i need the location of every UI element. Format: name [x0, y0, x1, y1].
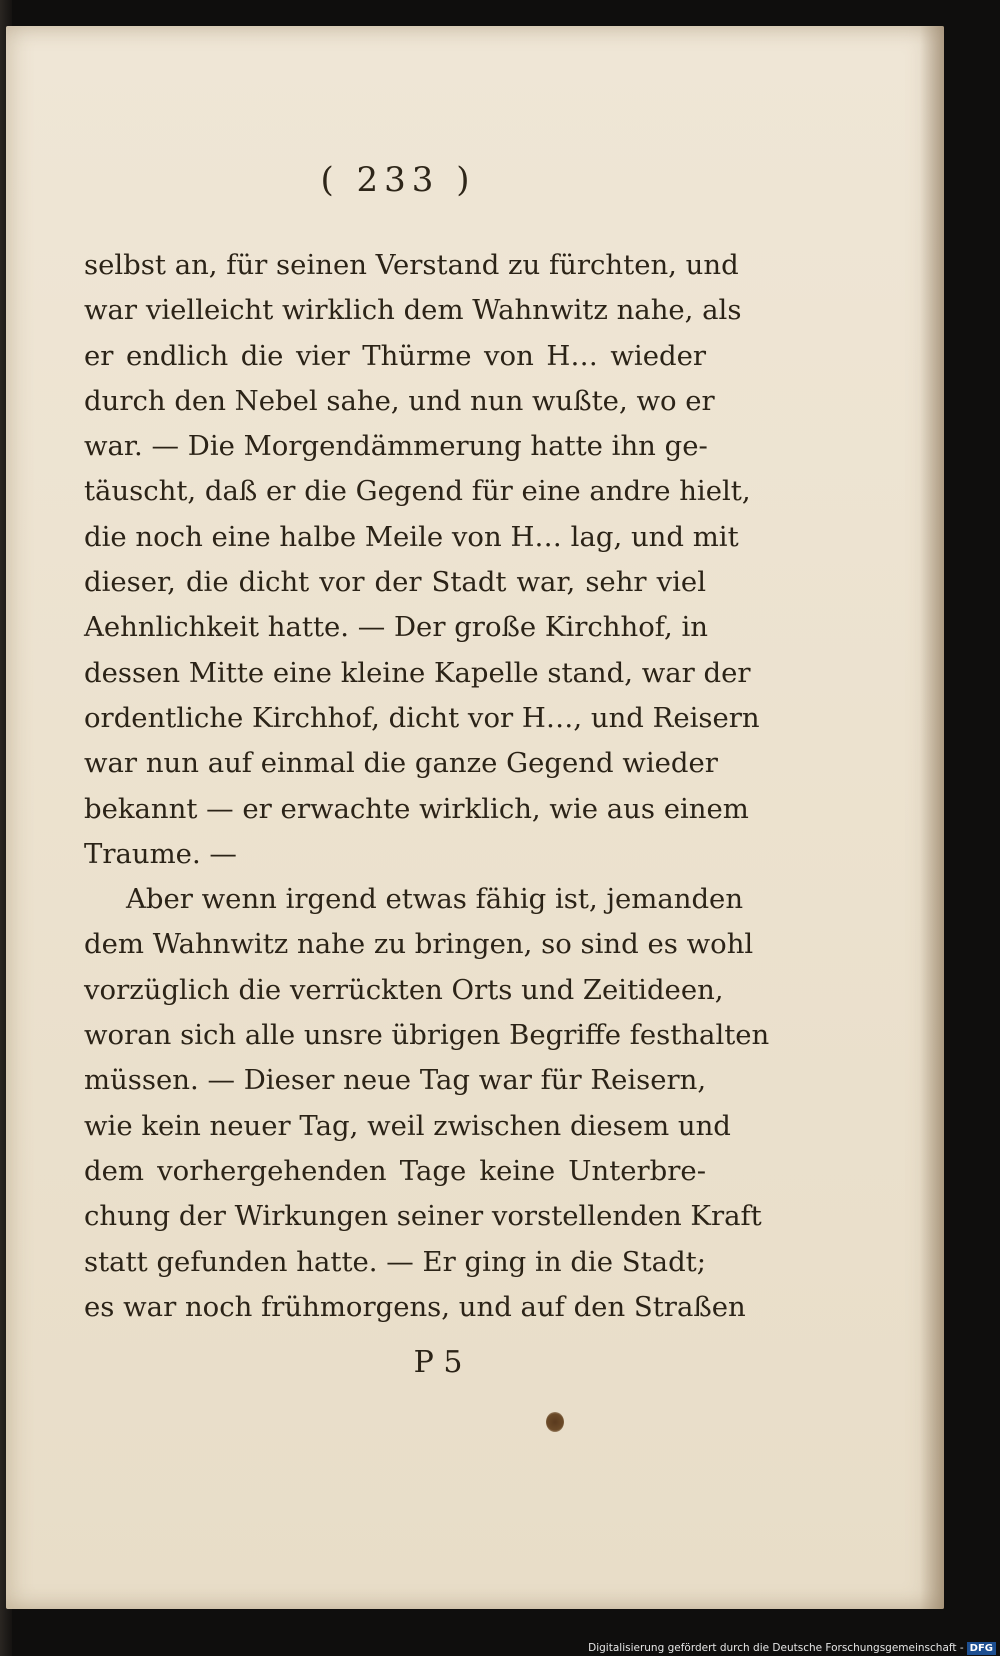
text-line: vorzüglich die verrückten Orts und Zeitideen, [84, 973, 724, 1006]
digitization-credit [588, 1640, 996, 1656]
page-edge-shadow [920, 26, 944, 1609]
text-line: wie kein neuer Tag, weil zwischen diesem und [84, 1109, 731, 1142]
dfg-logo: DFG [967, 1642, 996, 1655]
text-line: ordentliche Kirchhof, dicht vor H…, und Reisern [84, 701, 760, 734]
text-line: selbst an, für seinen Verstand zu fürchten, und [84, 249, 739, 281]
text-line: war vielleicht wirklich dem Wahnwitz nahe, als [84, 294, 742, 327]
text-line: Aehnlichkeit hatte. — Der große Kirchhof, in [84, 611, 708, 644]
text-line: statt gefunden hatte. — Er ging in die Stadt; [84, 1245, 706, 1278]
paragraph-start-line: Aber wenn irgend etwas fähig ist, jemanden [126, 883, 744, 916]
text-line: chung der Wirkungen seiner vorstellenden Kraft [84, 1200, 762, 1233]
text-line: dem Wahnwitz nahe zu bringen, so sind es wohl [84, 928, 754, 961]
text-line: war nun auf einmal die ganze Gegend wieder [84, 747, 718, 780]
text-line: Traume. — [84, 837, 237, 870]
text-line: bekannt — er erwachte wirklich, wie aus einem [84, 792, 749, 825]
text-line: die noch eine halbe Meile von H… lag, und mit [84, 520, 739, 553]
text-line: müssen. — Dieser neue Tag war für Reisern, [84, 1064, 707, 1097]
text-line: war. — Die Morgendämmerung hatte ihn ge- [84, 430, 708, 463]
text-line: dessen Mitte eine kleine Kapelle stand, war der [84, 656, 751, 689]
text-line: durch den Nebel sahe, und nun wußte, wo er [84, 384, 715, 417]
page-number: ( 233 ) [320, 160, 476, 200]
text-line: es war noch frühmorgens, und auf den Straßen [84, 1290, 746, 1323]
ink-blot [546, 1412, 564, 1432]
text-line: woran sich alle unsre übrigen Begriffe festhalten [84, 1019, 770, 1052]
credit-text: Digitalisierung gefördert durch die Deutsche Forschungsgemeinschaft - [588, 1642, 964, 1654]
text-line: täuscht, daß er die Gegend für eine andre hielt, [84, 475, 751, 508]
signature-mark: P 5 [413, 1345, 463, 1380]
body-text [84, 243, 770, 1330]
text-line: dem vorhergehenden Tage keine Unterbre- [84, 1154, 706, 1187]
text-line: dieser, die dicht vor der Stadt war, sehr viel [84, 566, 706, 599]
text-line: er endlich die vier Thürme von H… wieder [84, 339, 706, 372]
